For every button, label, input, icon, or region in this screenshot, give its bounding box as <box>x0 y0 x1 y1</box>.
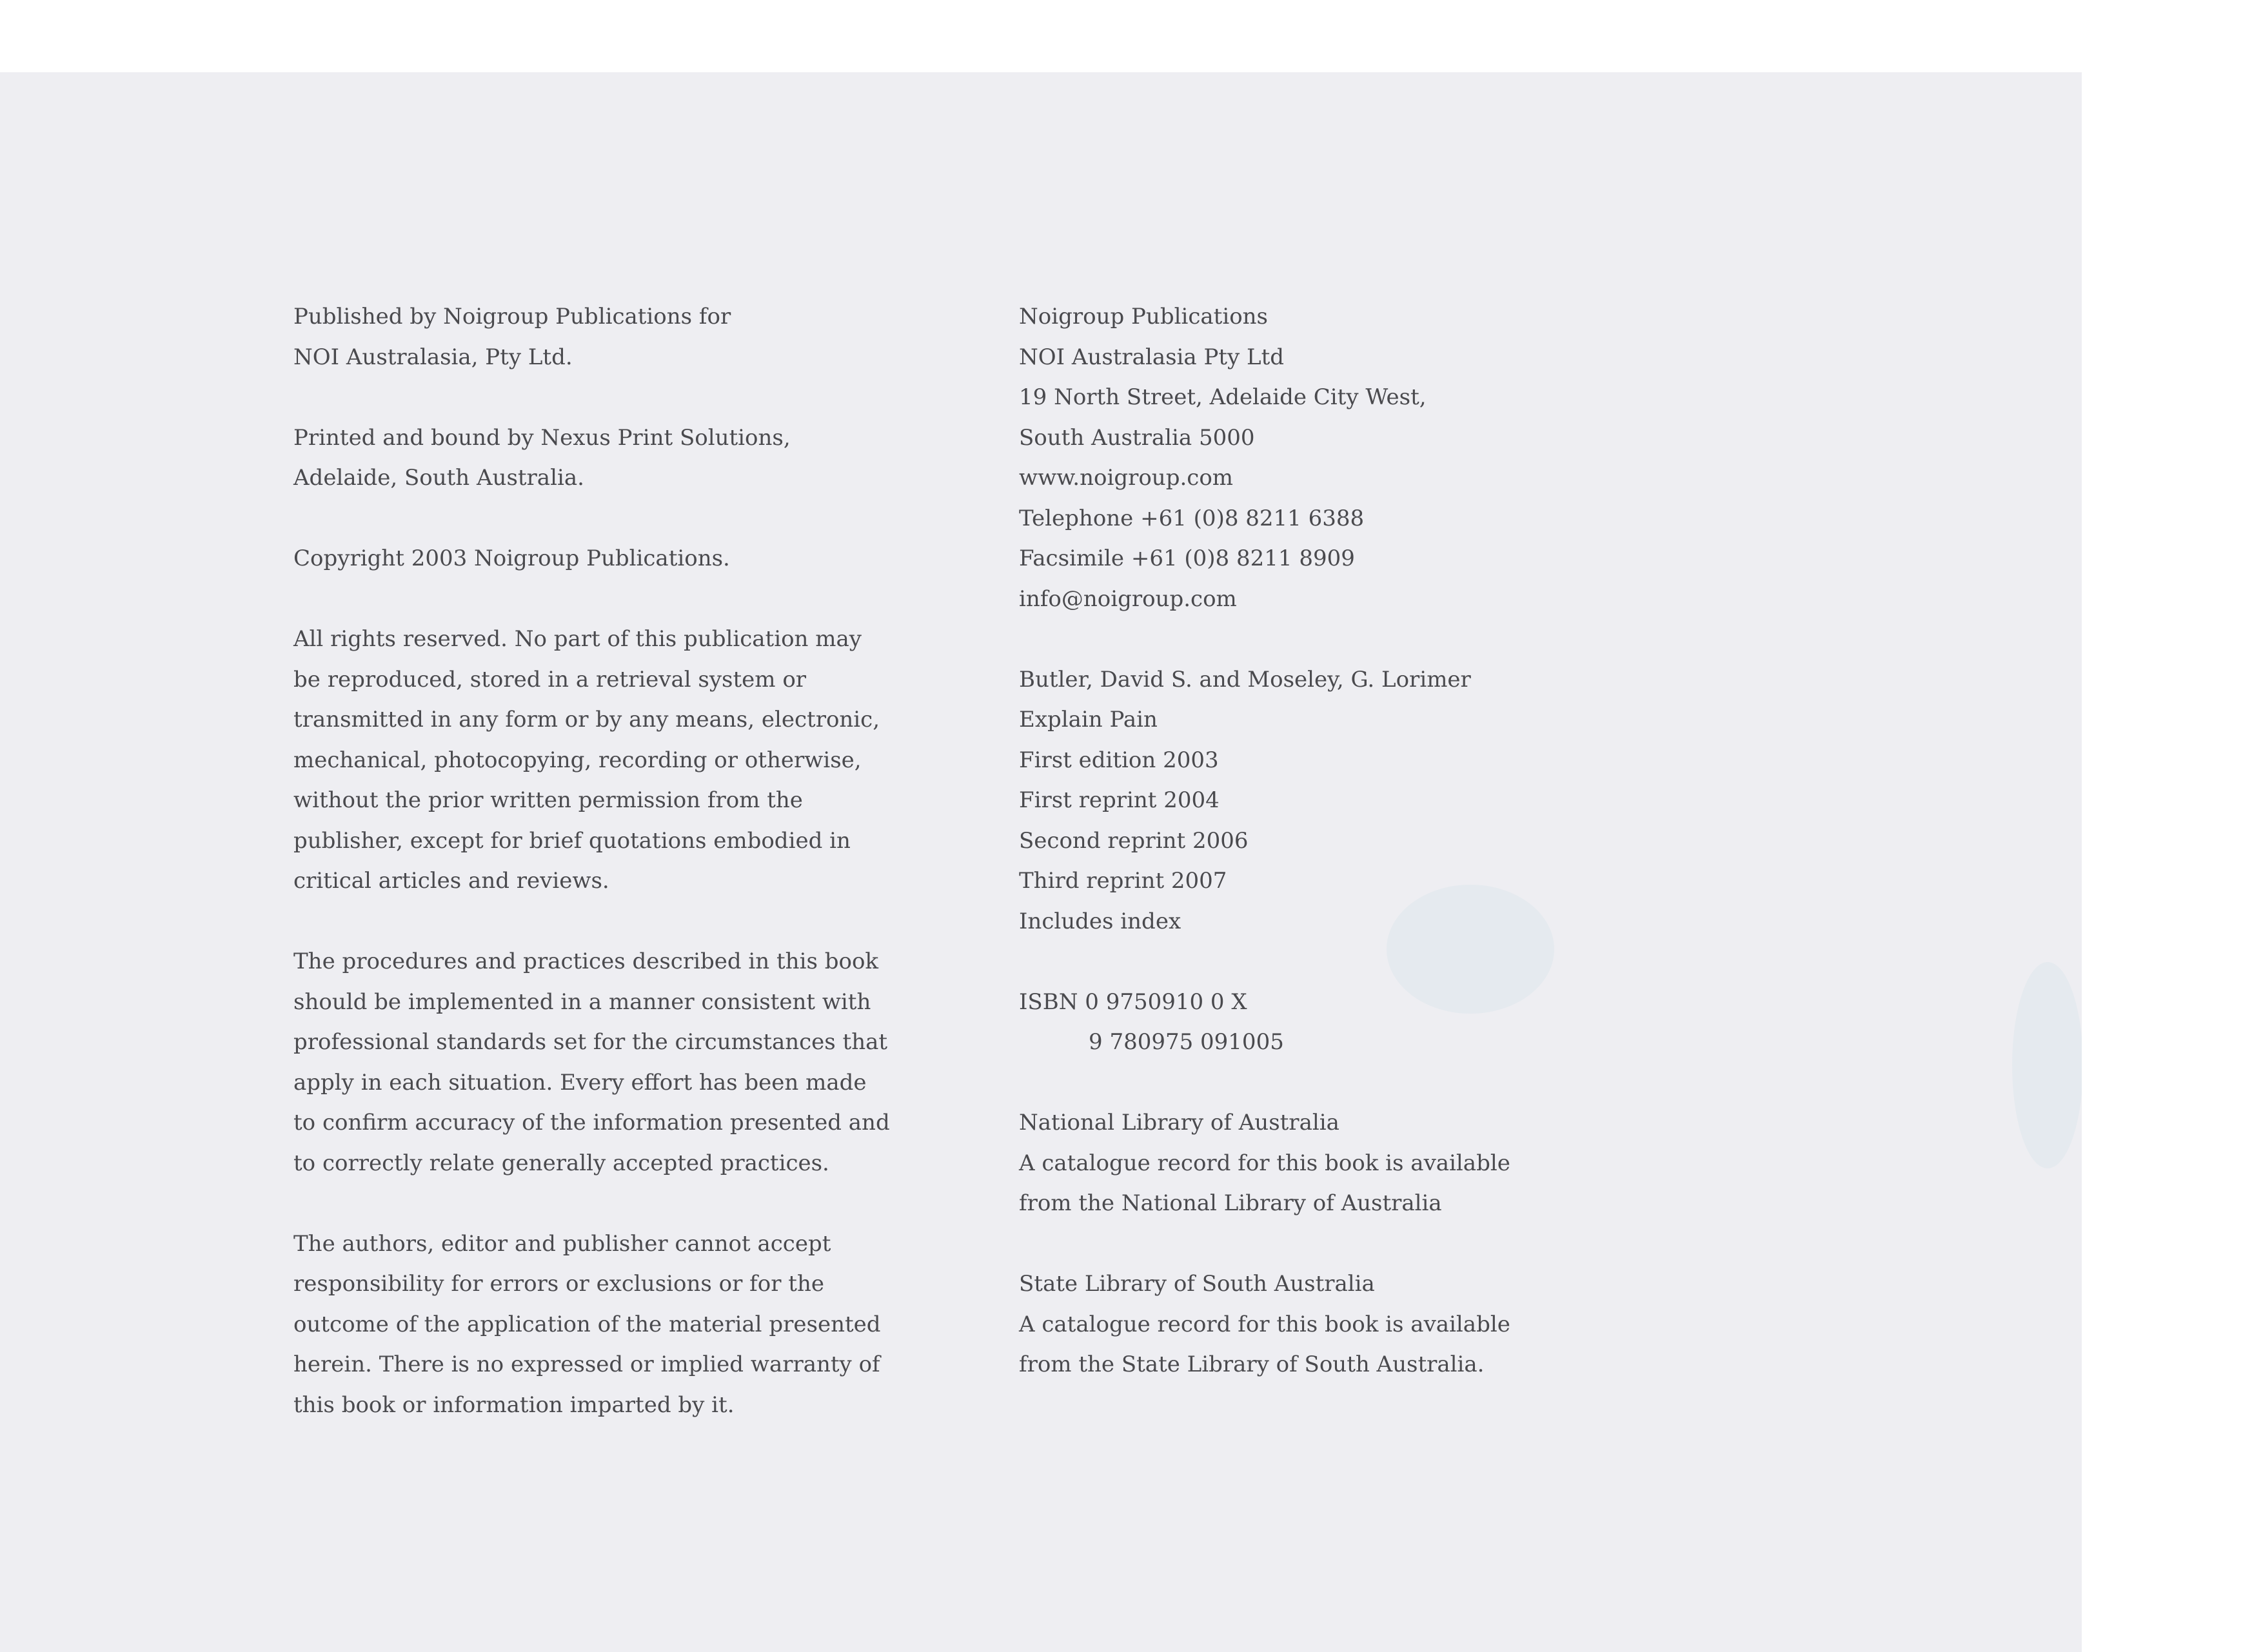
publisher-note <box>293 297 977 377</box>
company-name: NOI Australasia Pty Ltd <box>1019 344 1285 370</box>
website: www.noigroup.com <box>1019 465 1234 491</box>
copyright-page <box>0 72 2082 1652</box>
text-line: NOI Australasia, Pty Ltd. <box>293 344 573 370</box>
text-line: professional standards set for the circumstances that <box>293 1029 888 1055</box>
text-line: The authors, editor and publisher cannot accept <box>293 1230 831 1257</box>
book-title: Explain Pain <box>1019 707 1158 733</box>
text-line: The procedures and practices described in this book <box>293 949 879 974</box>
text-line: should be implemented in a manner consistent with <box>293 988 871 1015</box>
text-line: mechanical, photocopying, recording or otherwise, <box>293 747 862 773</box>
facsimile: Facsimile +61 (0)8 8211 8909 <box>1019 546 1355 571</box>
text-line: responsibility for errors or exclusions or for the <box>293 1271 824 1297</box>
right-column <box>1019 297 1664 1425</box>
reprint: Second reprint 2006 <box>1019 827 1249 854</box>
text-line: All rights reserved. No part of this publication may <box>293 626 862 652</box>
text-line: Printed and bound by Nexus Print Solutions, <box>293 424 791 451</box>
text-line: State Library of South Australia <box>1019 1271 1375 1297</box>
text-line: without the prior written permission from the <box>293 787 803 813</box>
left-column <box>293 297 977 1466</box>
national-library-note <box>1019 1103 1664 1224</box>
state-library-note <box>1019 1264 1664 1385</box>
publisher-name: Noigroup Publications <box>1019 304 1269 329</box>
text-line: A catalogue record for this book is available <box>1019 1150 1510 1176</box>
text-line: outcome of the application of the material presented <box>293 1311 881 1337</box>
street-address: 19 North Street, Adelaide City West, <box>1019 384 1427 410</box>
text-line: this book or information imparted by it. <box>293 1391 735 1418</box>
paper-speck <box>2012 962 2082 1168</box>
reprint: First reprint 2004 <box>1019 787 1220 813</box>
state-postcode: South Australia 5000 <box>1019 424 1255 451</box>
text-line: Adelaide, South Australia. <box>293 465 584 491</box>
text-line: herein. There is no expressed or implied warranty of <box>293 1352 880 1377</box>
index-note: Includes index <box>1019 908 1181 934</box>
text-line: from the National Library of Australia <box>1019 1190 1442 1216</box>
printer-note <box>293 418 977 498</box>
authors: Butler, David S. and Moseley, G. Lorimer <box>1019 666 1471 693</box>
disclaimer-paragraph <box>293 1224 977 1426</box>
text-line: critical articles and reviews. <box>293 868 609 894</box>
telephone: Telephone +61 (0)8 8211 6388 <box>1019 505 1365 531</box>
text-line: publisher, except for brief quotations embodied in <box>293 827 851 854</box>
isbn-13: 9 780975 091005 <box>1089 1029 1284 1055</box>
reprint: Third reprint 2007 <box>1019 868 1227 894</box>
text-line: Published by Noigroup Publications for <box>293 304 731 329</box>
text-line: to correctly relate generally accepted practices. <box>293 1150 829 1176</box>
text-line: transmitted in any form or by any means, electronic, <box>293 707 880 733</box>
text-line: from the State Library of South Australia. <box>1019 1352 1485 1377</box>
text-line: Copyright 2003 Noigroup Publications. <box>293 546 730 571</box>
text-line: A catalogue record for this book is available <box>1019 1311 1510 1337</box>
rights-reserved-paragraph <box>293 619 977 901</box>
text-line: to confirm accuracy of the information presented and <box>293 1110 890 1136</box>
text-line: National Library of Australia <box>1019 1110 1339 1136</box>
text-line: apply in each situation. Every effort has been made <box>293 1069 867 1096</box>
procedures-paragraph <box>293 941 977 1183</box>
isbn-10: ISBN 0 9750910 0 X <box>1019 988 1247 1015</box>
publisher-contact <box>1019 297 1664 619</box>
copyright-note <box>293 538 977 579</box>
edition: First edition 2003 <box>1019 747 1219 773</box>
catalogue-data <box>1019 660 1664 942</box>
text-line: be reproduced, stored in a retrieval system or <box>293 666 807 693</box>
email: info@noigroup.com <box>1019 585 1237 612</box>
isbn-block <box>1019 982 1664 1063</box>
